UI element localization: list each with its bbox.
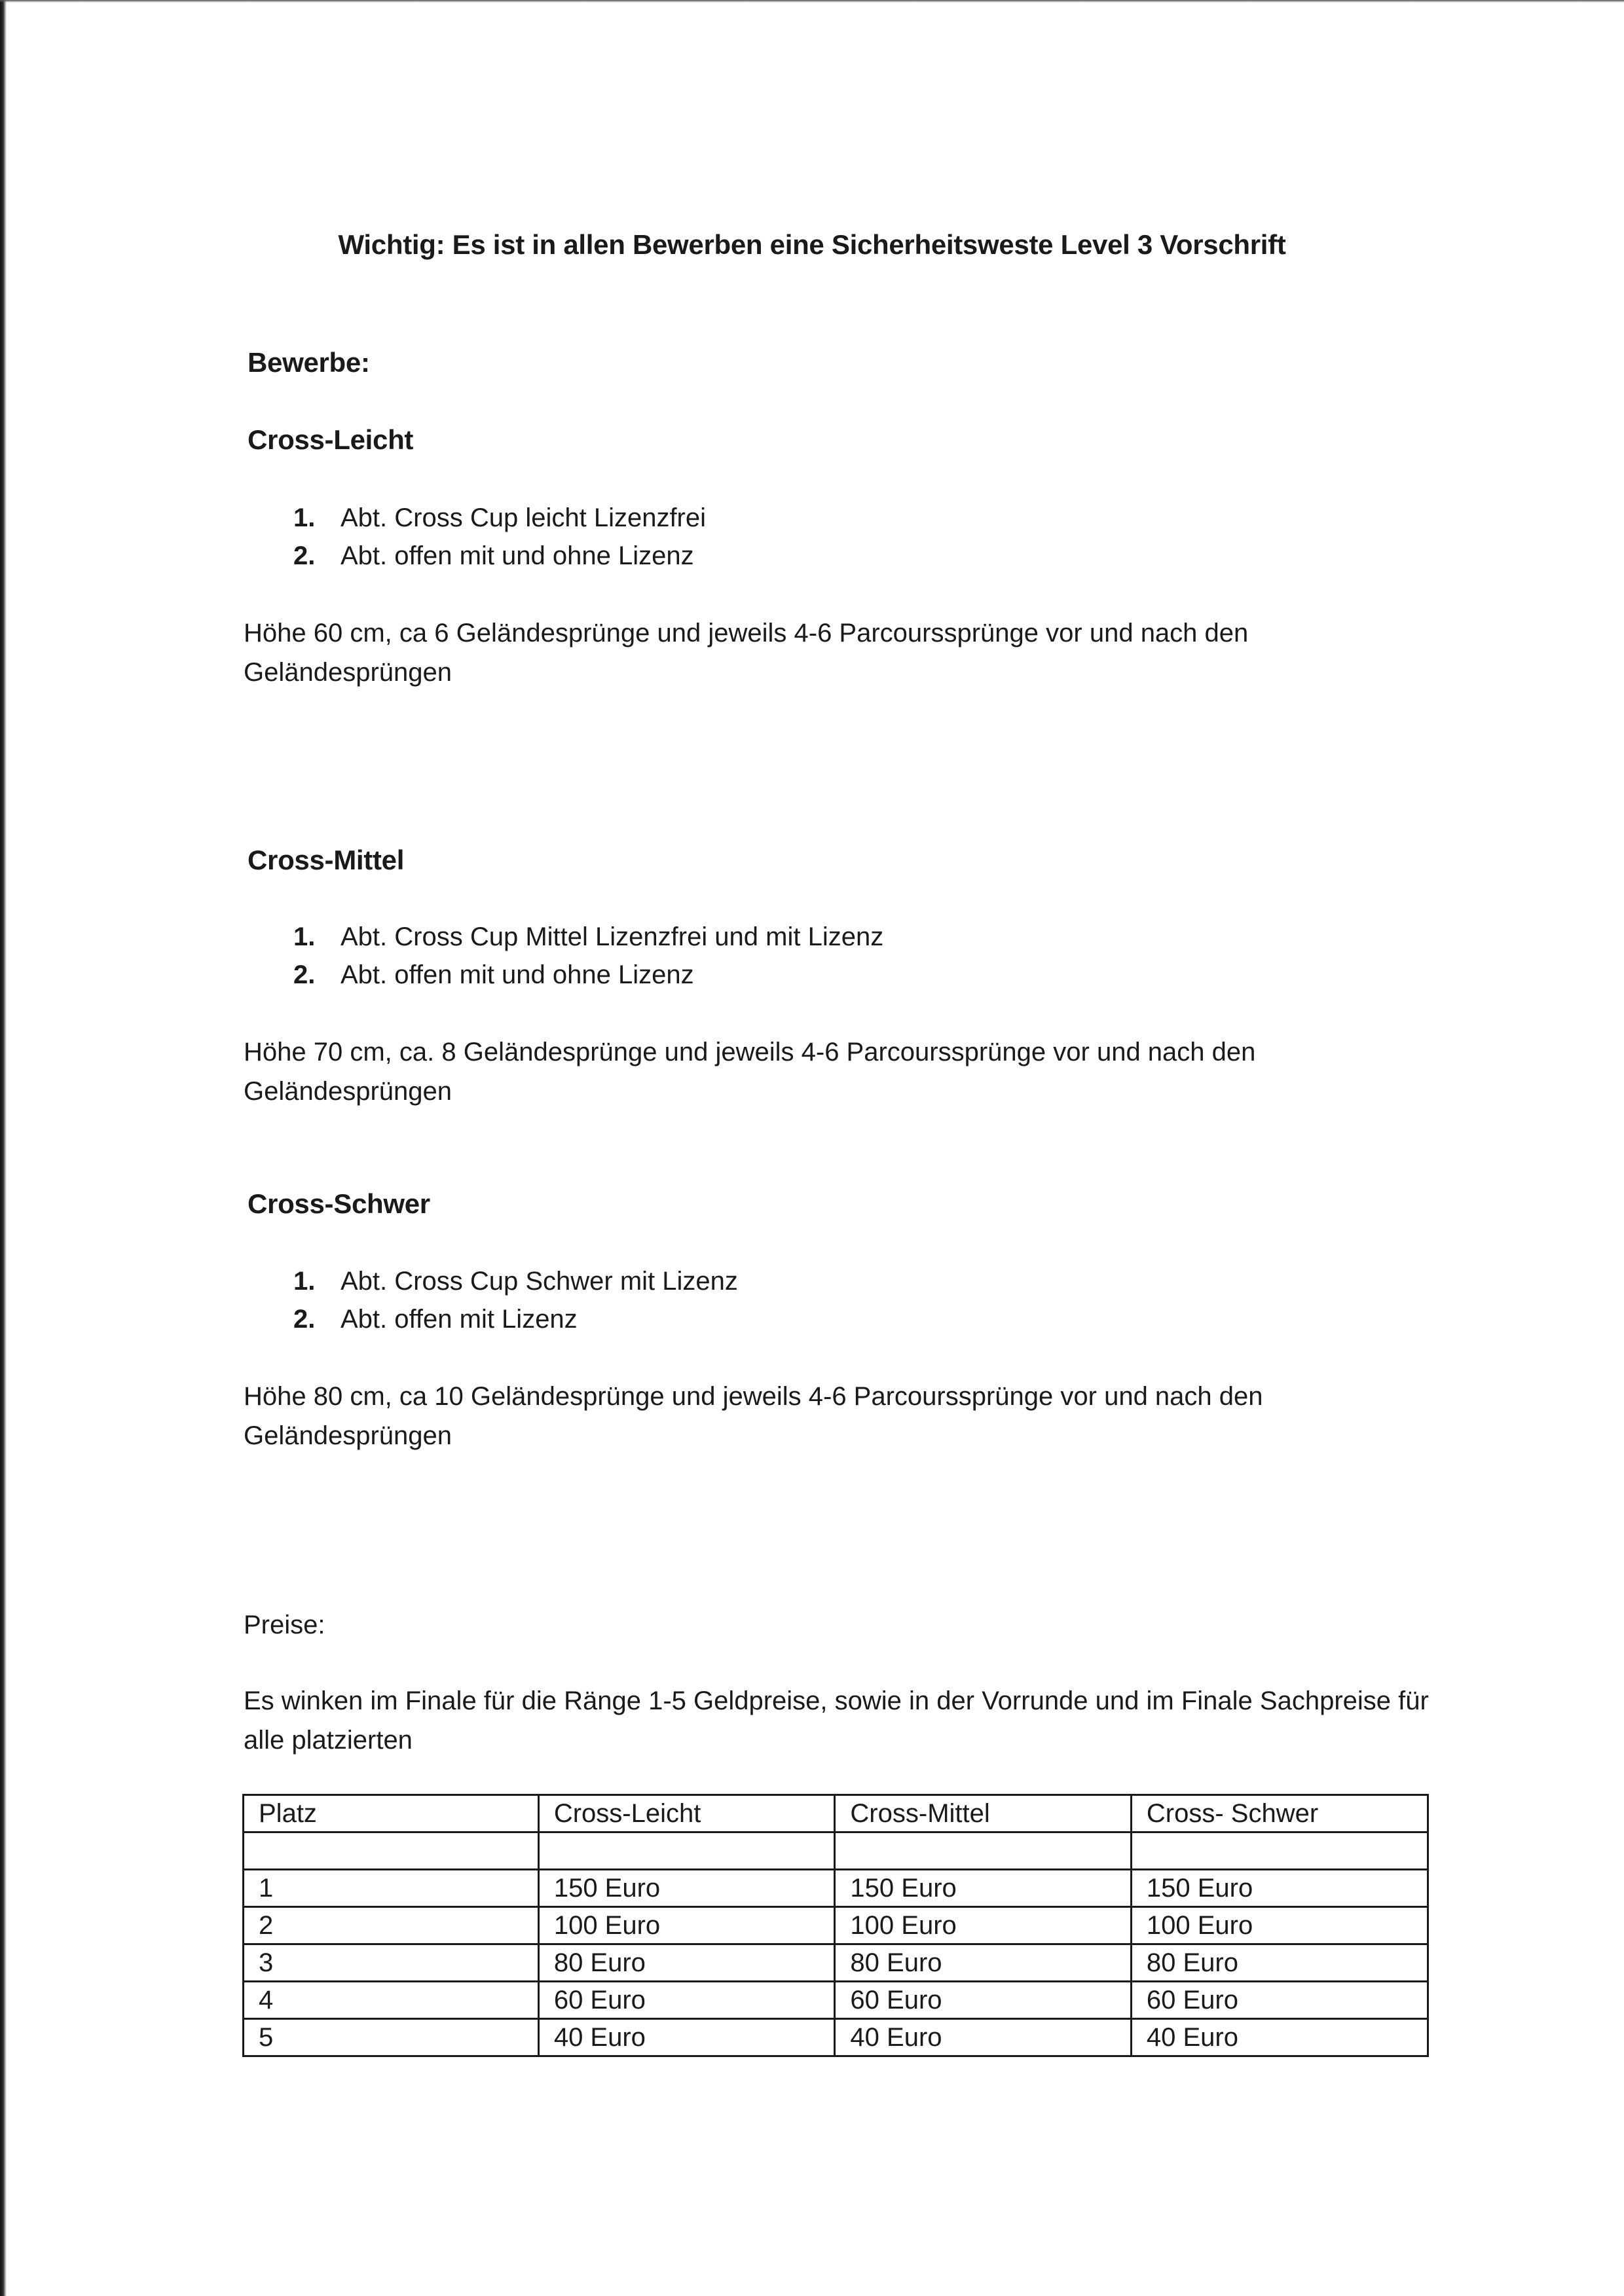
list-item-number: 2. <box>293 541 316 570</box>
competition-description-cross-schwer: Höhe 80 cm, ca 10 Geländesprünge und jeweils 4-6 Parcourssprünge vor und nach den Geländesprüngen <box>244 1382 1263 1450</box>
table-cell <box>1131 1832 1428 1870</box>
table-row <box>244 1982 1428 2019</box>
table-row <box>244 1832 1428 1870</box>
table-cell: 150 Euro <box>538 1870 835 1907</box>
list-item <box>293 499 706 537</box>
table-cell: 1 <box>244 1870 539 1907</box>
competition-title-cross-schwer: Cross-Schwer <box>248 1188 430 1219</box>
competition-list-cross-schwer <box>293 1262 738 1338</box>
table-cell: 80 Euro <box>835 1944 1131 1982</box>
table-cell <box>835 1832 1131 1870</box>
list-item <box>293 1300 738 1338</box>
list-item <box>293 956 883 994</box>
table-cell: 100 Euro <box>835 1907 1131 1944</box>
table-header-cell: Cross-Leicht <box>538 1795 835 1832</box>
table-row <box>244 1907 1428 1944</box>
table-cell: 40 Euro <box>835 2019 1131 2056</box>
table-cell: 3 <box>244 1944 539 1982</box>
table-cell: 60 Euro <box>538 1982 835 2019</box>
table-header-cell: Cross- Schwer <box>1131 1795 1428 1832</box>
list-item-text: Abt. Cross Cup leicht Lizenzfrei <box>341 503 707 532</box>
prizes-title: Preise: <box>244 1611 325 1639</box>
competition-title-cross-mittel: Cross-Mittel <box>248 845 405 875</box>
list-item <box>293 918 883 956</box>
section-title-bewerbe: Bewerbe: <box>248 347 370 378</box>
prizes-table <box>242 1794 1429 2057</box>
table-row <box>244 1870 1428 1907</box>
table-cell <box>538 1832 835 1870</box>
list-item-number: 1. <box>293 1267 316 1296</box>
list-item-number: 2. <box>293 960 316 989</box>
list-item-text: Abt. Cross Cup Schwer mit Lizenz <box>341 1267 738 1296</box>
list-item-text: Abt. offen mit und ohne Lizenz <box>341 541 694 570</box>
competition-description-cross-mittel: Höhe 70 cm, ca. 8 Geländesprünge und jeweils 4-6 Parcourssprünge vor und nach den Geländesprüngen <box>244 1038 1256 1106</box>
competition-list-cross-leicht <box>293 499 706 575</box>
list-item <box>293 1262 738 1300</box>
competition-list-cross-mittel <box>293 918 883 994</box>
table-cell: 5 <box>244 2019 539 2056</box>
table-cell: 80 Euro <box>538 1944 835 1982</box>
table-row <box>244 1944 1428 1982</box>
table-header-cell: Cross-Mittel <box>835 1795 1131 1832</box>
table-cell <box>244 1832 539 1870</box>
list-item-text: Abt. offen mit Lizenz <box>341 1305 578 1334</box>
list-item <box>293 537 706 575</box>
prizes-description: Es winken im Finale für die Ränge 1-5 Geldpreise, sowie in der Vorrunde und im Finale Sachpreise für alle platzierten <box>244 1686 1429 1755</box>
table-row <box>244 2019 1428 2056</box>
list-item-text: Abt. offen mit und ohne Lizenz <box>341 960 694 989</box>
table-cell: 150 Euro <box>835 1870 1131 1907</box>
competition-title-cross-leicht: Cross-Leicht <box>248 424 414 455</box>
table-cell: 100 Euro <box>1131 1907 1428 1944</box>
table-cell: 2 <box>244 1907 539 1944</box>
list-item-number: 1. <box>293 503 316 532</box>
table-cell: 100 Euro <box>538 1907 835 1944</box>
list-item-text: Abt. Cross Cup Mittel Lizenzfrei und mit Lizenz <box>341 922 884 951</box>
table-cell: 4 <box>244 1982 539 2019</box>
table-cell: 40 Euro <box>538 2019 835 2056</box>
safety-vest-notice: Wichtig: Es ist in allen Bewerben eine Sicherheitsweste Level 3 Vorschrift <box>338 229 1286 260</box>
table-cell: 150 Euro <box>1131 1870 1428 1907</box>
table-cell: 40 Euro <box>1131 2019 1428 2056</box>
table-cell: 60 Euro <box>1131 1982 1428 2019</box>
table-header-cell: Platz <box>244 1795 539 1832</box>
table-cell: 80 Euro <box>1131 1944 1428 1982</box>
table-cell: 60 Euro <box>835 1982 1131 2019</box>
competition-description-cross-leicht: Höhe 60 cm, ca 6 Geländesprünge und jeweils 4-6 Parcourssprünge vor und nach den Geländesprüngen <box>244 619 1249 687</box>
table-header-row <box>244 1795 1428 1832</box>
list-item-number: 2. <box>293 1305 316 1334</box>
list-item-number: 1. <box>293 922 316 951</box>
